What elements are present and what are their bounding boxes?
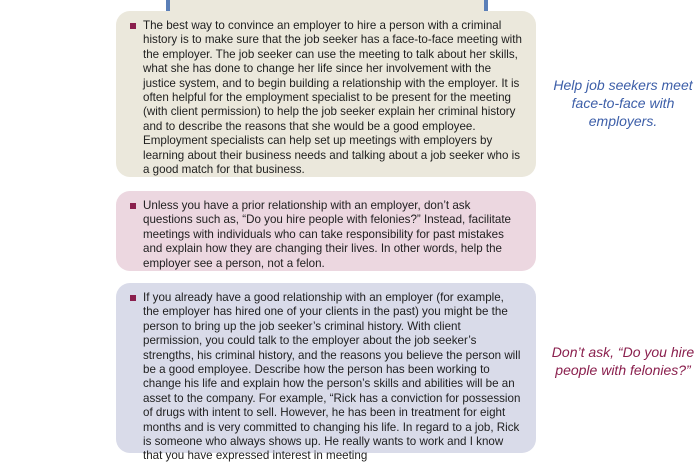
bullet-row: [130, 19, 522, 177]
info-box-face-to-face: [116, 11, 536, 177]
paragraph-existing-relationship: If you already have a good relationship with an employer (for example, the employer has hired one of your clients in the past) you might be the person to bring up the job seeker’s criminal history. With client permission, you could talk to the employer about the job seeker’s strengths, his criminal history, and the reasons you believe the person will be a good employee. Describe how the person has been working to change his life and explain how the person’s skills and abilities will be an asset to the company. For example, “Rick has a conviction for possession of drugs with intent to sell. However, he has been in treatment for eight months and is very committed to changing his life. In regard to a job, Rick is someone who always shows up. He really wants to work and I know that you have expressed interest in meeting: [143, 291, 521, 463]
info-box-existing-relationship: [116, 283, 536, 463]
side-note-dont-ask: Don’t ask, “Do you hire people with felonies?”: [551, 344, 695, 378]
info-box-dont-ask: [116, 191, 536, 271]
square-bullet-icon: [130, 23, 136, 29]
bullet-row: [130, 199, 522, 271]
square-bullet-icon: [130, 203, 136, 209]
square-bullet-icon: [130, 295, 136, 301]
paragraph-face-to-face: The best way to convince an employer to hire a person with a criminal history is to make sure that the job seeker has a face-to-face meeting with the employer. The job seeker can use the meeting to talk about her skills, what she has done to change her life since her involvement with the justice system, and to begin building a relationship with the employer. It is often helpful for the employment specialist to be present for the meeting (with client permission) to help the job seeker explain her criminal history and to describe the reasons that she would be a good employee. Employment specialists can help set up meetings with employers by learning about their business needs and talking about a job seeker who is a good match for that business.: [143, 19, 522, 177]
bullet-row: [130, 291, 522, 464]
paragraph-dont-ask: Unless you have a prior relationship with an employer, don’t ask questions such as, “Do you hire people with felonies?” Instead, facilitate meetings with individuals who can take responsibility for past mistakes and explain how they are changing their lives. In other words, help the employer see a person, not a felon.: [143, 199, 511, 270]
side-note-face-to-face: Help job seekers meet face-to-face with employers.: [553, 77, 693, 129]
